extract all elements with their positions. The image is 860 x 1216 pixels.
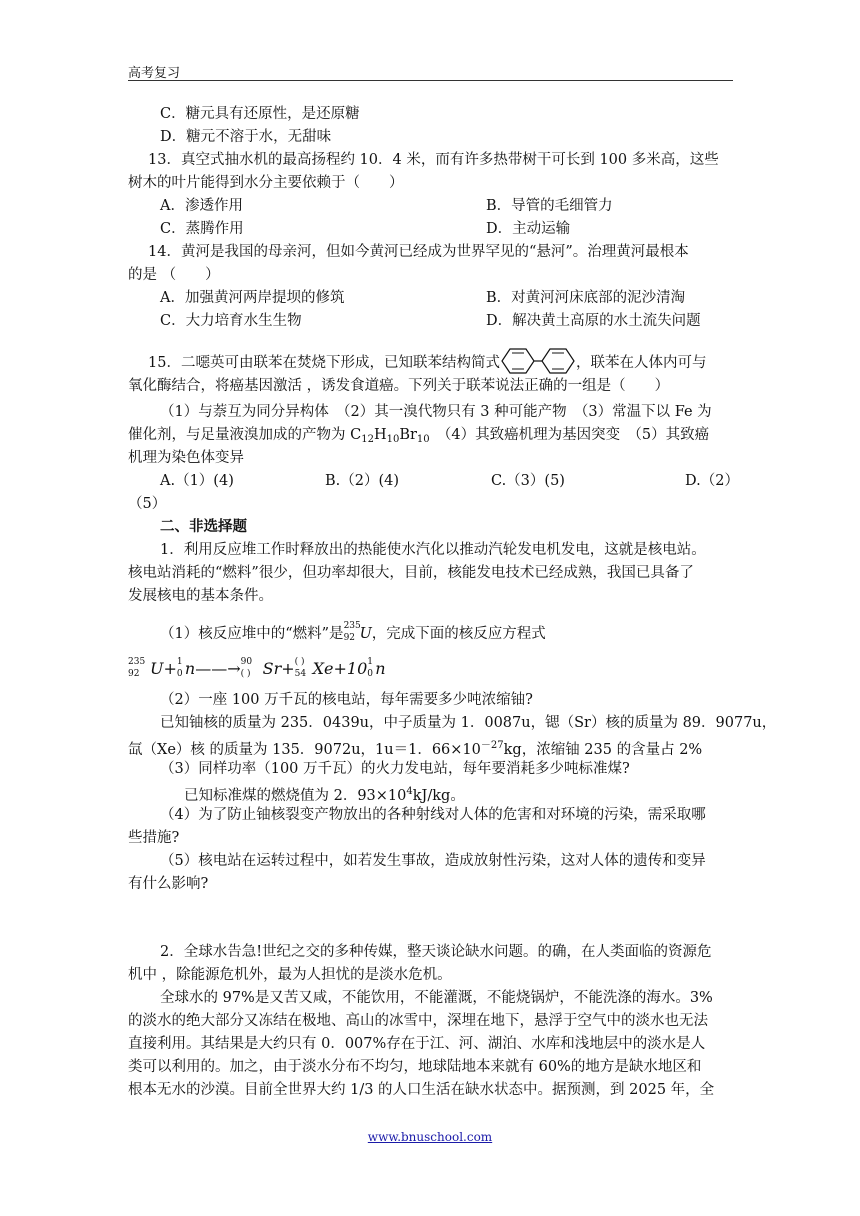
mass-number: 90 <box>240 657 253 667</box>
q15-option-d-continued: （5） <box>128 496 167 512</box>
p1-sub2-data2 <box>128 736 702 760</box>
atomic-number-blank: ( ) <box>240 669 251 679</box>
element-symbol: U <box>359 626 372 642</box>
q15-statement-line2 <box>128 425 709 450</box>
q15-stem-line2: 氧化酶结合，将癌基因激活 ，诱发食道癌。下列关于联苯说法正确的一组是（ ） <box>128 378 670 394</box>
q12-option-c: C．糖元具有还原性，是还原糖 <box>160 106 360 122</box>
q13-stem-line2: 树木的叶片能得到水分主要依赖于（ ） <box>128 175 404 191</box>
q14-stem-line2: 的是 （ ） <box>128 267 220 283</box>
p2-line7: 根本无水的沙漠。目前全世界大约 1/3 的人口生活在缺水状态中。据预测，到 2025 年，全 <box>128 1082 715 1098</box>
p1-sub1 <box>160 620 546 644</box>
formula-element: Br <box>399 427 417 443</box>
formula-subscript: 10 <box>386 434 400 445</box>
q15-stem-part1: 15．二噁英可由联苯在焚烧下形成，已知联苯结构简式 <box>148 355 500 371</box>
p1-sub4-line2: 些措施? <box>128 830 180 846</box>
p1-sub1-text: （1）核反应堆中的“燃料”是 <box>160 626 344 642</box>
p2-line3: 全球水的 97%是又苦又咸，不能饮用，不能灌溉，不能烧锅炉，不能洗涤的海水。3% <box>160 990 713 1006</box>
p1-sub2: （2）一座 100 万千瓦的核电站，每年需要多少吨浓缩铀? <box>160 692 533 708</box>
mass-number-blank: ( ) <box>294 657 305 667</box>
q14-option-b: B．对黄河河床底部的泥沙清淘 <box>486 290 686 306</box>
q15-stem-line1 <box>148 347 706 375</box>
q15-option-d: D.（2） <box>685 473 739 489</box>
p1-sub5-line1: （5）核电站在运转过程中，如若发生事故，造成放射性污染，这对人体的遗传和变异 <box>160 853 706 869</box>
formula-subscript: 10 <box>416 434 430 445</box>
mass-number: 235 <box>128 657 146 667</box>
p2-line2: 机中 ，除能源危机外，最为人担忧的是淡水危机。 <box>128 967 452 983</box>
p2-line1: 2．全球水告急!世纪之交的多种传媒，整天谈论缺水问题。的确，在人类面临的资源危 <box>160 944 712 960</box>
element-symbol: Xe <box>312 659 334 678</box>
data-text: 氙（Xe）核 的质量为 135．9072u，1u＝1．66×10 <box>128 742 481 758</box>
mass-number: 235 <box>343 621 361 631</box>
data-text: kJ/kg。 <box>412 788 465 804</box>
p1-sub3-data <box>184 782 465 806</box>
page-header-title: 高考复习 <box>128 66 181 81</box>
nuclear-equation <box>128 656 386 680</box>
formula-subscript: 12 <box>361 434 374 445</box>
q12-option-d: D．糖元不溶于水，无甜味 <box>160 129 332 145</box>
p2-line6: 类可以利用的。加之，由于淡水分布不均匀，地球陆地本来就有 60%的地方是缺水地区和 <box>128 1059 702 1075</box>
footer-link[interactable]: www.bnuschool.com <box>367 1130 493 1144</box>
uranium-235-symbol <box>343 621 372 643</box>
p1-sub1-text: ，完成下面的核反应方程式 <box>371 626 546 642</box>
element-symbol: Sr <box>262 659 282 678</box>
element-symbol: U <box>150 659 164 678</box>
plus-sign: + <box>281 659 295 678</box>
q14-option-a: A．加强黄河两岸提坝的修筑 <box>160 290 345 306</box>
q13-stem-line1: 13．真空式抽水机的最高扬程约 10．4 米，而有许多热带树干可长到 100 多米高，这些 <box>148 152 719 168</box>
p2-line5: 直接利用。其结果是大约只有 0．007%存在于江、河、湖泊、水库和浅地层中的淡水是人 <box>128 1036 706 1052</box>
p1-sub5-line2: 有什么影响? <box>128 876 209 892</box>
q15-statement-text: （4）其致癌机理为基因突变 （5）其致癌 <box>429 427 710 443</box>
data-text: 已知标准煤的燃烧值为 2．93×10 <box>184 788 407 804</box>
reaction-arrow: ——→ <box>195 659 241 678</box>
plus-sign: + <box>163 659 177 678</box>
p1-line2: 核电站消耗的“燃料”很少，但功率却很大，目前，核能发电技术已经成熟，我国已具备了 <box>128 565 694 581</box>
exponent: 4 <box>406 786 413 797</box>
element-symbol: n <box>184 659 196 678</box>
q13-option-d: D．主动运输 <box>486 221 571 237</box>
mass-number: 1 <box>176 657 183 667</box>
atomic-number: 54 <box>294 669 307 679</box>
mass-number: 1 <box>367 657 373 667</box>
biphenyl-structure-image <box>500 347 576 375</box>
q13-option-a: A．渗透作用 <box>160 198 243 214</box>
footer <box>0 1130 860 1144</box>
header-rule <box>128 80 733 81</box>
data-text: kg，浓缩铀 235 的含量占 2% <box>503 742 703 758</box>
p1-sub2-data1: 已知铀核的质量为 235．0439u，中子质量为 1．0087u，锶（Sr）核的质量为 89．9077u， <box>160 715 777 731</box>
q15-statement-line1: （1）与萘互为同分异构体 （2）其一溴代物只有 3 种可能产物 （3）常温下以 Fe 为 <box>160 404 712 420</box>
p1-line3: 发展核电的基本条件。 <box>128 588 273 604</box>
q15-statement-text: 催化剂，与足量液溴加成的产物为 C <box>128 427 362 443</box>
q15-statement-line3: 机理为染色体变异 <box>128 450 244 466</box>
q15-option-c: C.（3）(5) <box>491 473 565 489</box>
p1-sub4-line1: （4）为了防止铀核裂变产物放出的各种射线对人体的危害和对环境的污染，需采取哪 <box>160 807 706 823</box>
atomic-number: 92 <box>343 633 356 643</box>
element-symbol: n <box>375 659 386 678</box>
q14-option-d: D．解决黄土高原的水土流失问题 <box>486 313 701 329</box>
p1-sub3: （3）同样功率（100 万千瓦）的火力发电站，每年要消耗多少吨标准煤? <box>160 761 630 777</box>
q14-option-c: C．大力培育水生生物 <box>160 313 302 329</box>
q15-stem-part2: ，联苯在人体内可与 <box>575 355 707 371</box>
p2-line4: 的淡水的绝大部分又冻结在极地、高山的冰雪中，深埋在地下，悬浮于空气中的淡水也无法 <box>128 1013 708 1029</box>
q15-option-a: A.（1）(4) <box>160 473 234 489</box>
coefficient: +10 <box>333 659 368 678</box>
p1-line1: 1．利用反应堆工作时释放出的热能使水汽化以推动汽轮发电机发电，这就是核电站。 <box>160 542 706 558</box>
q13-option-c: C．蒸腾作用 <box>160 221 244 237</box>
formula-element: H <box>373 427 387 443</box>
atomic-number: 0 <box>176 669 183 679</box>
q13-option-b: B．导管的毛细管力 <box>486 198 613 214</box>
section-title: 二、非选择题 <box>160 518 247 535</box>
atomic-number: 92 <box>128 669 140 679</box>
q14-stem-line1: 14．黄河是我国的母亲河，但如今黄河已经成为世界罕见的“悬河”。治理黄河最根本 <box>148 244 689 260</box>
q15-option-b: B.（2）(4) <box>325 473 400 489</box>
exponent: －27 <box>480 740 504 751</box>
atomic-number: 0 <box>367 669 373 679</box>
